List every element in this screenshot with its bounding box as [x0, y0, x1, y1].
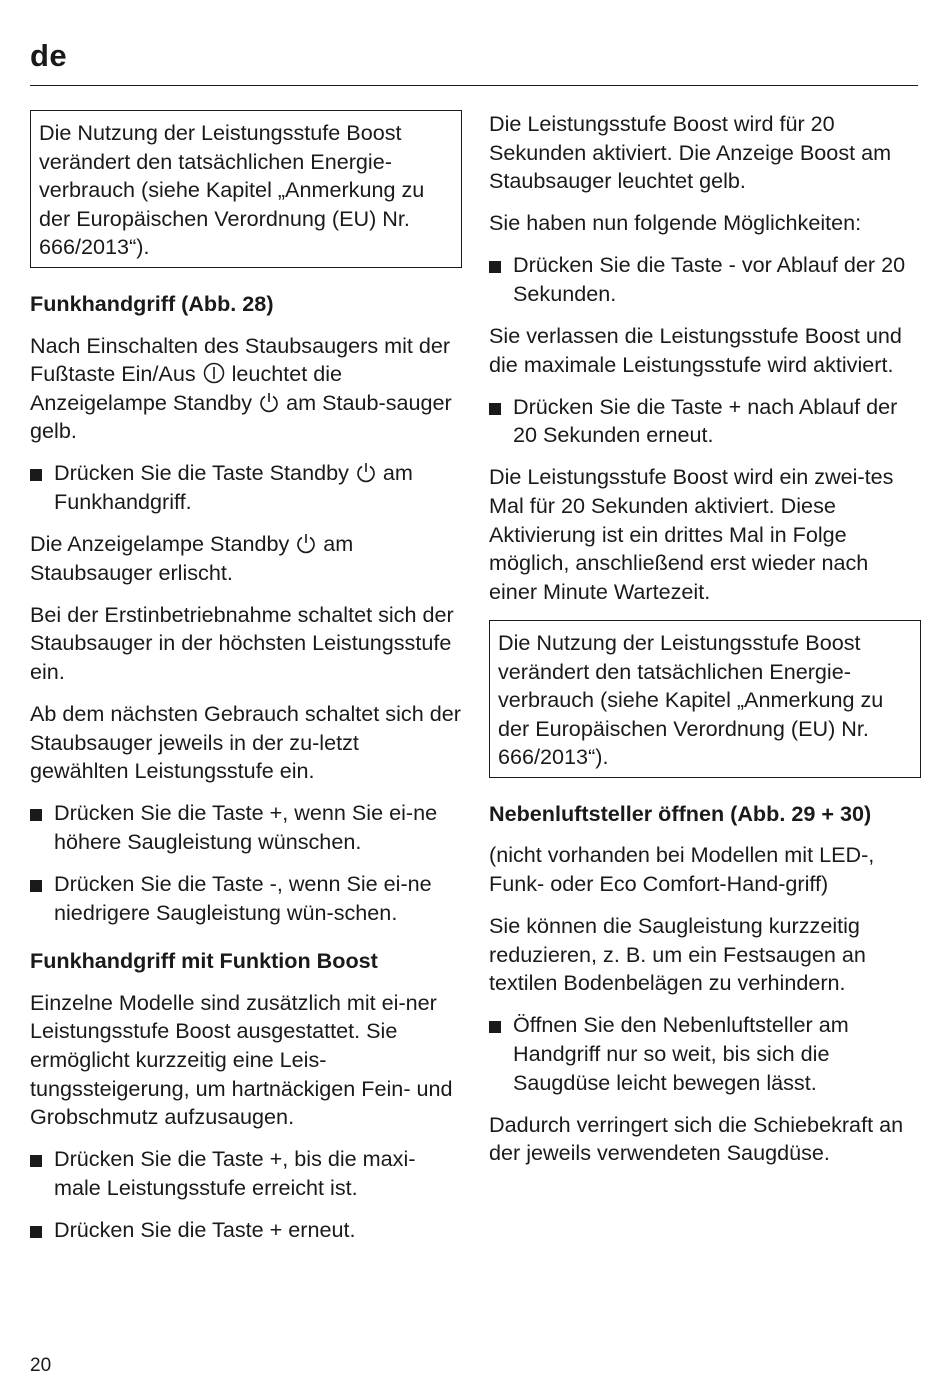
text: Nach Einschalten des Staubsaugers mit der Fußtaste Ein/Aus — [30, 332, 451, 387]
language-code: de — [30, 38, 68, 73]
list-item — [489, 393, 921, 450]
paragraph: Sie verlassen die Leistungsstufe Boost und die maximale Leistungsstufe wird aktiviert. — [489, 323, 902, 377]
bullet-square-icon — [489, 261, 501, 273]
text: am Funkhandgriff. — [54, 460, 413, 515]
bullet-square-icon — [489, 403, 501, 415]
bullet-square-icon — [489, 1021, 501, 1033]
paragraph: Sie können die Saugleistung kurzzeitig reduzieren, z. B. um ein Festsaugen an textilen Bodenbelägen zu verhindern. — [489, 913, 866, 996]
power-on-off-icon — [203, 362, 225, 384]
list-item — [489, 251, 921, 308]
paragraph: Sie haben nun folgende Möglichkeiten: — [489, 210, 862, 236]
right-column — [489, 110, 921, 1181]
text: am Staub-sauger gelb. — [30, 389, 452, 444]
text: Die Anzeigelampe Standby — [30, 531, 290, 557]
left-column — [30, 110, 462, 1258]
paragraph: Dadurch verringert sich die Schiebekraft an der jeweils verwendeten Saugdüse. — [489, 1111, 904, 1166]
text: Öffnen Sie den Nebenluftsteller am Handgriff nur so weit, bis sich die Saugdüse leicht bewegen lässt. — [513, 1012, 849, 1095]
list-item — [30, 1216, 462, 1245]
standby-icon — [356, 461, 376, 483]
list-item — [489, 1011, 921, 1097]
text: Drücken Sie die Taste +, bis die maxi-male Leistungsstufe erreicht ist. — [54, 1146, 416, 1200]
text: Drücken Sie die Taste + nach Ablauf der 20 Sekunden erneut. — [513, 393, 898, 448]
paragraph: Einzelne Modelle sind zusätzlich mit ei-ner Leistungsstufe Boost ausgestattet. Sie ermöglicht kurzzeitig eine Leis-tungssteigerung, um hartnäckigen Fein- und Grobschmutz aufzusaugen. — [30, 989, 453, 1130]
paragraph: Die Leistungsstufe Boost wird für 20 Sekunden aktiviert. Die Anzeige Boost am Staubsauger leuchtet gelb. — [489, 111, 892, 194]
bullet-square-icon — [30, 880, 42, 892]
text: Drücken Sie die Taste - vor Ablauf der 20 Sekunden. — [513, 252, 906, 306]
bullet-square-icon — [30, 1155, 42, 1167]
section-heading: Funkhandgriff (Abb. 28) — [30, 290, 274, 316]
bullet-square-icon — [30, 1226, 42, 1238]
paragraph: Ab dem nächsten Gebrauch schaltet sich der Staubsauger jeweils in der zu-letzt gewählten Leistungsstufe ein. — [30, 701, 461, 784]
note-box: Die Nutzung der Leistungsstufe Boost verändert den tatsächlichen Energie-verbrauch (siehe Kapitel „Anmerkung zu der Europäischen Verordnung (EU) Nr. 666/2013“). — [30, 110, 462, 268]
bullet-square-icon — [30, 469, 42, 481]
text: am Staubsauger erlischt. — [30, 531, 354, 585]
text: Drücken Sie die Taste -, wenn Sie ei-ne niedrigere Saugleistung wün-schen. — [54, 871, 432, 925]
text: Drücken Sie die Taste +, wenn Sie ei-ne höhere Saugleistung wünschen. — [54, 800, 438, 854]
paragraph: Die Leistungsstufe Boost wird ein zwei-tes Mal für 20 Sekunden aktiviert. Diese Aktivierung ist ein drittes Mal in Folge möglich, anschließend erst wieder nach einer Minute Wartezeit. — [489, 464, 894, 604]
page-number: 20 — [30, 1355, 52, 1376]
paragraph: Bei der Erstinbetriebnahme schaltet sich der Staubsauger in der höchsten Leistungsstufe ein. — [30, 601, 454, 684]
text: Drücken Sie die Taste + erneut. — [54, 1217, 356, 1242]
list-item — [30, 799, 462, 856]
list-item — [30, 1145, 462, 1202]
standby-icon — [259, 391, 279, 413]
bullet-square-icon — [30, 809, 42, 821]
header-rule — [30, 85, 918, 86]
list-item — [30, 870, 462, 927]
paragraph — [30, 332, 462, 446]
list-item — [30, 459, 462, 516]
standby-icon — [296, 532, 316, 554]
text: leuchtet die Anzeigelampe Standby — [30, 361, 343, 415]
paragraph — [30, 530, 462, 587]
text: Drücken Sie die Taste Standby — [54, 460, 349, 486]
note-box: Die Nutzung der Leistungsstufe Boost verändert den tatsächlichen Energie-verbrauch (siehe Kapitel „Anmerkung zu der Europäischen Verordnung (EU) Nr. 666/2013“). — [489, 620, 921, 778]
section-heading: Nebenluftsteller öffnen (Abb. 29 + 30) — [489, 800, 872, 826]
paragraph: (nicht vorhanden bei Modellen mit LED-, Funk- oder Eco Comfort-Hand-griff) — [489, 842, 875, 897]
section-heading: Funkhandgriff mit Funktion Boost — [30, 948, 378, 974]
